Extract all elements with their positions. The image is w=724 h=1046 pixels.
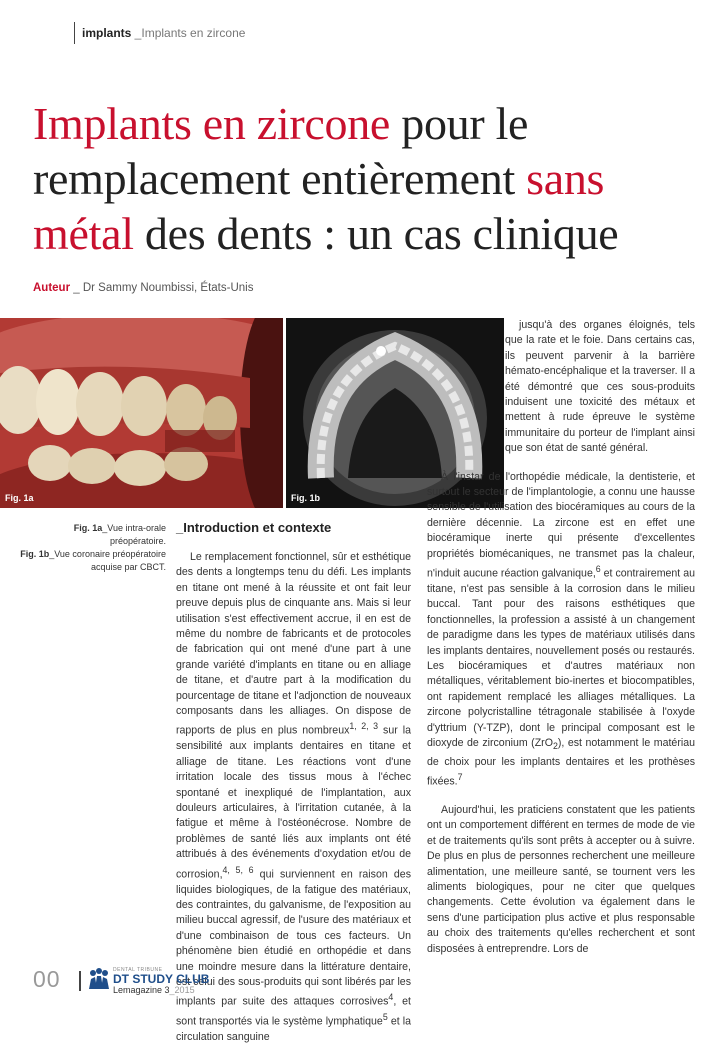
figure-caption: [20, 522, 166, 574]
magazine-name: Lemagazine 3: [113, 985, 170, 995]
teeth-illustration: [0, 318, 283, 508]
brand-name: DT STUDY CLUB: [113, 972, 210, 986]
caption-1b-text: _Vue coronaire préopératoire acquise par CBCT.: [49, 549, 166, 572]
text-run: ), est notamment le matériau de choix pour les implants dentaires et les prothèses fixées.: [427, 737, 695, 788]
dt-study-club-logo-icon: [88, 967, 110, 991]
title-part-2: pour le remplacement entièrement: [33, 98, 529, 204]
author-label: Auteur: [33, 282, 71, 294]
text-run: , et sont transportés via le système lymphatique: [176, 995, 411, 1028]
text-run: Le remplacement fonctionnel, sûr et esthétique des dents a longtemps tenu du défi. Les implants en titane ont mené à la réussite et ont fait leur preuve depuis plus de cinquante ans. Mais si leur utilisation s'est effectivement accrue, il en est de même du nombre de fabricants et de protocoles de fabrication qui ont mené d'une part à une grande variété d'implants en titane ou en alliage de titane, et d'autre part à la modification du pourcentage de titane et l'adjonction de nouveaux composants dans les alliages. On dispose de rapports de plus en plus nombreux: [176, 551, 411, 737]
caption-1b-key: Fig. 1b: [20, 549, 50, 559]
reference: 4, 5, 6: [222, 864, 254, 875]
running-header: [74, 22, 245, 44]
subscript: 2: [552, 741, 558, 752]
figure-1a-intraoral-photo: [0, 318, 283, 508]
reference: 1, 2, 3: [349, 721, 379, 732]
reference: 7: [457, 772, 463, 783]
text-run: sur la sensibilité aux implants dentaires en titane et alliage de titane. Les réactions vont d'une irritation locale des tissus mous à l'échec spontané et inexpliqué de l'implantation, aux douleurs articulaires, à l'irritation cutanée, à la fatigue et même à l'ostéonécrose. Nombre de problèmes de santé liés aux implants ont été attribués à des événements d'oxydation et/ou de corrosion,: [176, 725, 411, 881]
page-number: 00: [33, 966, 61, 992]
reference: 6: [595, 564, 601, 575]
author-name: _ Dr Sammy Noumbissi, États-Unis: [70, 282, 254, 294]
body-paragraph: Aujourd'hui, les praticiens constatent que les patients ont un comportement différent en termes de mode de vie et de traitements qu'ils sont prêts à accepter ou à suivre. De plus en plus de personnes recherchent une meilleure alimentation, une meilleure santé, se tournent vers les aliments biologiques, pour ne citer que quelques changements. Cette évolution va également dans le sens d'une participation plus active et plus responsable au choix des traitements qu'elles recherchent et sont disposées à entreprendre. Lors de: [427, 803, 695, 955]
figure-1b-tag: Fig. 1b: [291, 493, 320, 503]
brand-small: DENTAL TRIBUNE: [113, 967, 163, 973]
title-part-4: des dents : un cas clinique: [133, 208, 619, 259]
footer-divider: [79, 971, 81, 991]
author-line: [33, 282, 253, 294]
reference: 4: [388, 992, 394, 1003]
body-paragraph: [427, 470, 695, 790]
article-title: [33, 96, 713, 261]
caption-1a-text: _Vue intra-orale préopératoire.: [102, 523, 166, 546]
text-run: et la circulation sanguine: [176, 1015, 411, 1044]
reference: 5: [382, 1012, 388, 1023]
figure-1a-tag: Fig. 1a: [5, 493, 34, 503]
magazine-year: _2015: [169, 985, 195, 995]
page-footer: [0, 966, 724, 996]
header-section: implants: [82, 26, 132, 40]
section-heading: _Introduction et contexte: [176, 520, 332, 535]
text-run: et contrairement au titane, n'est pas sensible à la corrosion dans le milieu buccal. Tant pour des raisons esthétiques que fonctionnelles, la profession a assisté à un changement de paradigme dans les types de matériaux utilisés dans les implants dentaires, nouvellement posés ou restaurés. Les biocéramiques et d'autres matériaux non métalliques, véritablement bio-inertes et biocompatibles, ont rapidement remplacé les alliages métalliques. La zircone polycristalline tétragonale stabilisée à l'oxyde d'yttrium (Y-TZP), dont le principal composant est le dioxyde de zirconium (ZrO: [427, 567, 695, 750]
header-separator: _: [131, 26, 142, 40]
magazine-issue: [113, 985, 195, 995]
body-paragraph: jusqu'à des organes éloignés, tels que la rate et le foie. Dans certains cas, ils peuvent parvenir à la barrière hémato-encéphalique et la traverser. Il a été démontré que ces sous-produits induisent une toxicité des métaux et mettent à rude épreuve le système immunitaire du porteur de l'implant ainsi que son état de santé général.: [505, 319, 695, 455]
text-run: À l'instar de l'orthopédie médicale, la dentisterie, et surtout le secteur de l'implantologie, a connu une hausse sensible de l'utilisation des biocéramiques au cours de la dernière décennie. La zircone est en effet une biocéramique inerte qui présente d'excellentes propriétés biomécaniques, ne transmet pas la chaleur, n'induit aucune réaction galvanique,: [427, 470, 695, 580]
caption-1a-key: Fig. 1a: [73, 523, 103, 533]
title-part-3: sans métal: [33, 153, 605, 259]
header-subtitle: Implants en zircone: [141, 26, 246, 40]
title-part-1: Implants en zircone: [33, 98, 391, 149]
text-run: qui surviennent en raison des liquides biologiques, de la fatigue des matériaux, des contraintes, du galvanisme, de l'exposition au milieu buccal agressif, de l'usure des matériaux et d'une combinaison de tous ces facteurs. Un phénomène bien étudié en orthopédie et dans une moindre mesure dans la littérature dentaire, est celui des sous-produits qui sont libérés par les implants par suite des attaques corrosives: [176, 868, 411, 1008]
body-column-3: [427, 318, 695, 957]
